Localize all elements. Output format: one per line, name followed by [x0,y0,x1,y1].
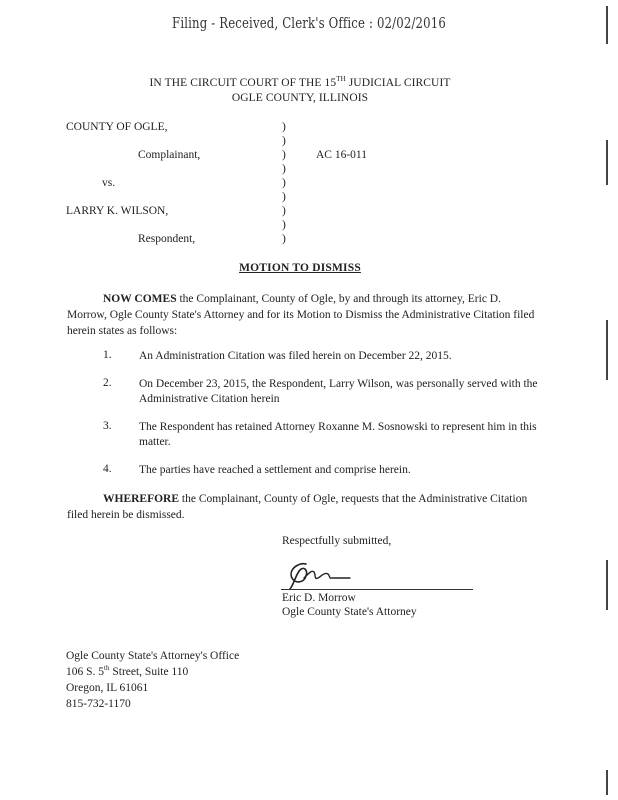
filing-stamp: Filing - Received, Clerk's Office : 02/02/2016 [172,14,446,32]
caption-paren: ) [282,205,286,217]
wherefore-paragraph [67,491,537,523]
wherefore-lead: WHEREFORE [103,493,180,505]
page-edge-mark [606,770,608,795]
item-number: 1. [103,349,112,361]
court-heading: IN THE CIRCUIT COURT OF THE 15TH JUDICIAL CIRCUIT [149,75,451,89]
caption-paren: ) [282,149,286,161]
item-text: An Administration Citation was filed herein on December 22, 2015. [139,350,452,362]
office-street: 106 S. 5th Street, Suite 110 [66,664,189,678]
page-edge-mark [606,140,608,185]
signature-image [284,556,354,592]
caption-paren: ) [282,163,286,175]
intro-paragraph [67,291,537,339]
item-text: The parties have reached a settlement and comprise herein. [139,464,411,476]
item-text: The Respondent has retained Attorney Roxanne M. Sosnowski to represent him in this matter. [139,421,537,448]
signature-line [281,589,473,590]
caption-paren: ) [282,121,286,133]
closing-text: Respectfully submitted, [282,535,392,547]
caption-paren: ) [282,191,286,203]
office-name: Ogle County State's Attorney's Office [66,650,240,662]
item-number: 4. [103,463,112,475]
intro-text: the Complainant, County of Ogle, by and through its attorney, Eric D. Morrow, Ogle County State's Attorney and for its Motion to Dismiss the Administrative Citation filed herein states as follows: [67,293,535,337]
item-number: 3. [103,420,112,432]
intro-lead: NOW COMES [103,293,177,305]
office-phone: 815-732-1170 [66,698,131,710]
case-number: AC 16-011 [316,149,368,161]
plaintiff-role: Complainant, [138,149,201,161]
item-number: 2. [103,377,112,389]
caption-paren: ) [282,135,286,147]
item-text: On December 23, 2015, the Respondent, Larry Wilson, was personally served with the Administrative Citation herein [139,378,538,405]
versus-label: vs. [102,177,116,189]
signer-title: Ogle County State's Attorney [282,606,417,618]
signer-name: Eric D. Morrow [282,592,356,604]
office-city: Oregon, IL 61061 [66,682,149,694]
caption-paren: ) [282,233,286,245]
page-edge-mark [606,320,608,380]
plaintiff-name: COUNTY OF OGLE, [66,121,168,133]
caption-paren: ) [282,219,286,231]
county-heading: OGLE COUNTY, ILLINOIS [231,92,369,104]
document-title: MOTION TO DISMISS [239,262,361,274]
wherefore-text: the Complainant, County of Ogle, requests that the Administrative Citation filed herein be dismissed. [67,493,528,521]
caption-paren: ) [282,177,286,189]
page-edge-mark [606,560,608,610]
defendant-name: LARRY K. WILSON, [66,205,169,217]
page-edge-mark [606,6,608,44]
defendant-role: Respondent, [138,233,196,245]
